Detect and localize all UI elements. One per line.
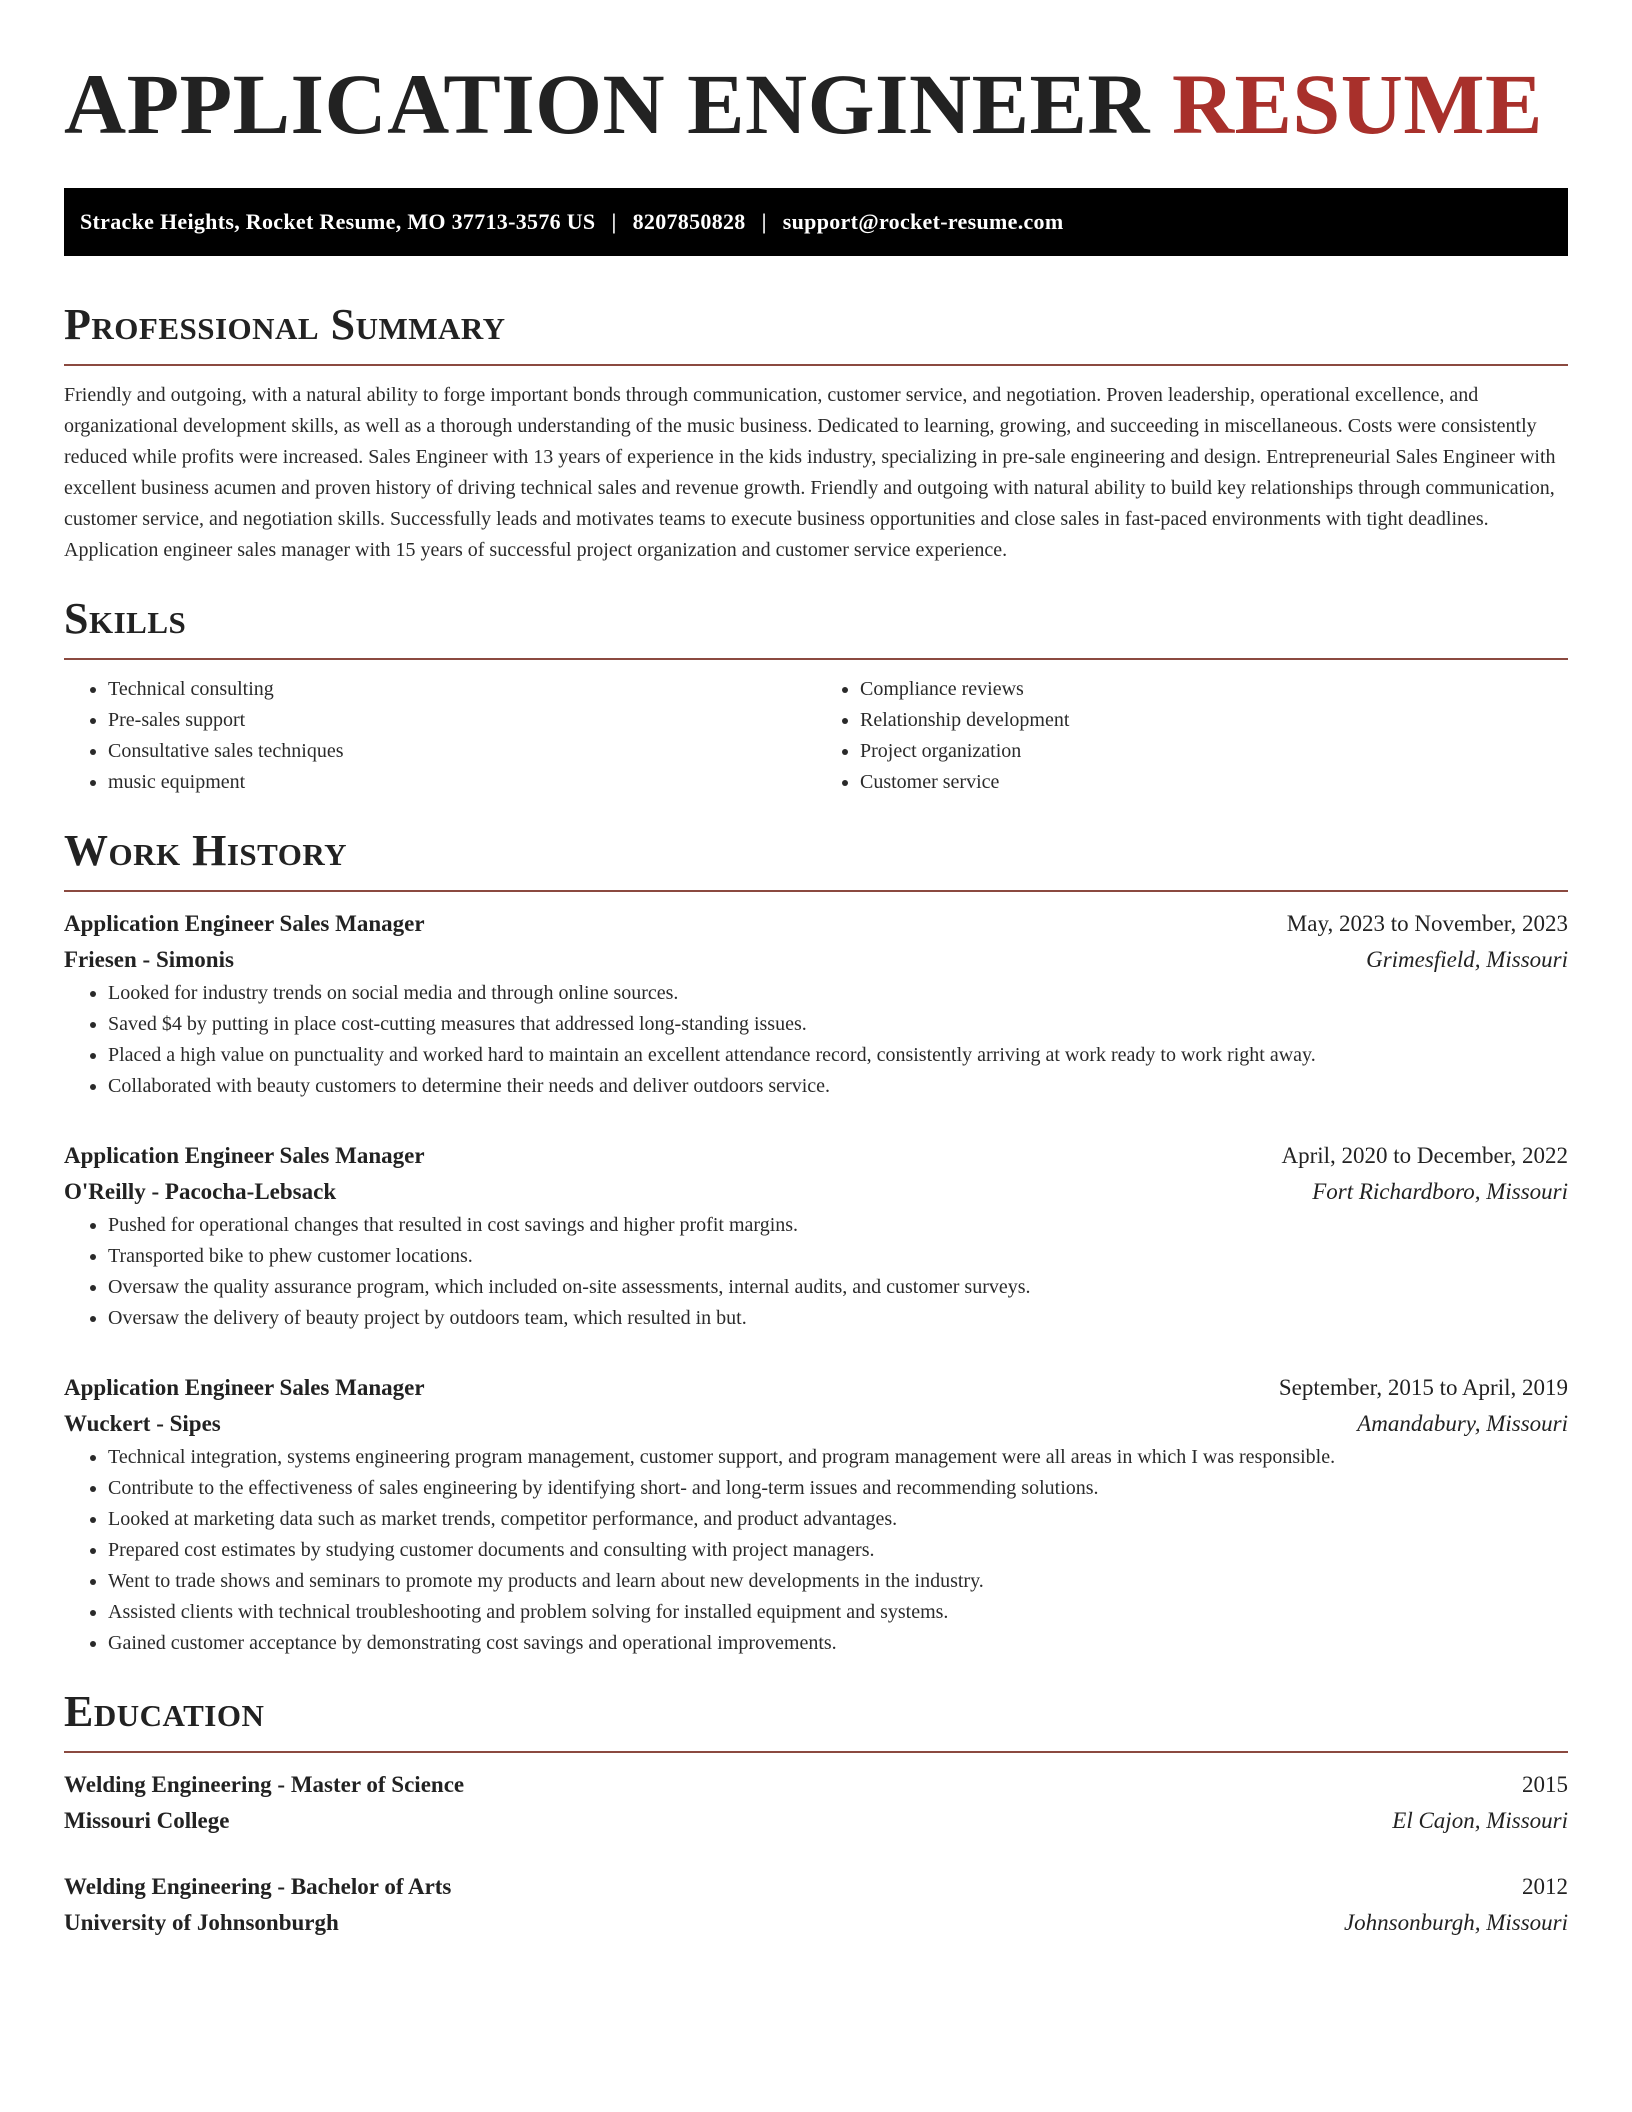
title-main: APPLICATION ENGINEER bbox=[64, 56, 1150, 152]
job-dates: May, 2023 to November, 2023 bbox=[1286, 911, 1568, 936]
job-title: Application Engineer Sales Manager bbox=[64, 1375, 425, 1400]
job-entry bbox=[64, 1138, 1568, 1334]
skill-item: • music equipment bbox=[108, 767, 816, 798]
skills-list bbox=[64, 674, 1568, 798]
contact-separator: | bbox=[611, 209, 617, 234]
job-bullet: • Went to trade shows and seminars to promote my products and learn about new developments in the industry. bbox=[108, 1566, 1568, 1597]
title-accent: RESUME bbox=[1171, 56, 1543, 152]
skill-item: • Customer service bbox=[860, 767, 1568, 798]
job-title: Application Engineer Sales Manager bbox=[64, 911, 425, 936]
job-location: Fort Richardboro, Missouri bbox=[1312, 1179, 1568, 1204]
job-dates: April, 2020 to December, 2022 bbox=[1281, 1143, 1568, 1168]
section-heading-work: Work History bbox=[64, 826, 348, 875]
education-section bbox=[64, 1687, 1568, 1941]
job-dates: September, 2015 to April, 2019 bbox=[1278, 1375, 1568, 1400]
education-location: El Cajon, Missouri bbox=[1392, 1808, 1568, 1833]
job-bullet: • Collaborated with beauty customers to determine their needs and deliver outdoors service. bbox=[108, 1071, 1568, 1102]
education-location: Johnsonburgh, Missouri bbox=[1343, 1910, 1568, 1935]
job-bullets bbox=[64, 978, 1568, 1102]
education-degree: Welding Engineering - Master of Science bbox=[64, 1772, 465, 1797]
job-entry bbox=[64, 906, 1568, 1102]
section-divider bbox=[64, 1751, 1568, 1753]
education-year: 2012 bbox=[1522, 1874, 1568, 1899]
contact-phone: 8207850828 bbox=[632, 209, 746, 234]
job-bullet: • Transported bike to phew customer locations. bbox=[108, 1241, 1568, 1272]
skill-item: • Relationship development bbox=[860, 705, 1568, 736]
section-heading-education: Education bbox=[64, 1687, 265, 1736]
skill-item: • Project organization bbox=[860, 736, 1568, 767]
job-bullet: • Oversaw the quality assurance program, which included on-site assessments, internal audits, and customer surveys. bbox=[108, 1272, 1568, 1303]
section-divider bbox=[64, 364, 1568, 366]
skill-item: • Compliance reviews bbox=[860, 674, 1568, 705]
summary-section bbox=[64, 300, 1568, 566]
section-heading-summary: Professional Summary bbox=[64, 300, 506, 349]
job-bullet: • Looked at marketing data such as market trends, competitor performance, and product advantages. bbox=[108, 1504, 1568, 1535]
skill-item: • Technical consulting bbox=[108, 674, 816, 705]
job-company: Friesen - Simonis bbox=[64, 947, 234, 972]
section-divider bbox=[64, 658, 1568, 660]
contact-address: Stracke Heights, Rocket Resume, MO 37713-3576 US bbox=[80, 209, 596, 234]
job-location: Amandabury, Missouri bbox=[1357, 1411, 1568, 1436]
skills-column-right bbox=[816, 674, 1568, 798]
job-company: Wuckert - Sipes bbox=[64, 1411, 221, 1436]
job-bullet: • Looked for industry trends on social media and through online sources. bbox=[108, 978, 1568, 1009]
section-divider bbox=[64, 890, 1568, 892]
education-school: Missouri College bbox=[64, 1808, 230, 1833]
job-bullet: • Gained customer acceptance by demonstrating cost savings and operational improvements. bbox=[108, 1628, 1568, 1659]
job-bullets bbox=[64, 1442, 1568, 1659]
skill-item: • Pre-sales support bbox=[108, 705, 816, 736]
contact-email: support@rocket-resume.com bbox=[782, 209, 1064, 234]
job-bullets bbox=[64, 1210, 1568, 1334]
summary-text: Friendly and outgoing, with a natural ability to forge important bonds through communication, customer service, and negotiation. Proven leadership, operational excellence, and organizational development skills, as well as a thorough understanding of the music business. Dedicated to learning, growing, and succeeding in miscellaneous. Costs were consistently reduced while profits were increased. Sales Engineer with 13 years of experience in the kids industry, specializing in pre-sale engineering and design. Entrepreneurial Sales Engineer with excellent business acumen and proven history of driving technical sales and revenue growth. Friendly and outgoing with natural ability to build key relationships through communication, customer service, and negotiation skills. Successfully leads and motivates teams to execute business opportunities and close sales in fast-paced environments with tight deadlines. Application engineer sales manager with 15 years of successful project organization and customer service experience. bbox=[64, 384, 1556, 561]
job-location: Grimesfield, Missouri bbox=[1366, 947, 1568, 972]
job-title: Application Engineer Sales Manager bbox=[64, 1143, 425, 1168]
education-year: 2015 bbox=[1522, 1772, 1568, 1797]
education-entry bbox=[64, 1869, 1568, 1941]
contact-separator: | bbox=[761, 209, 767, 234]
job-bullet: • Assisted clients with technical troubleshooting and problem solving for installed equipment and systems. bbox=[108, 1597, 1568, 1628]
education-school: University of Johnsonburgh bbox=[64, 1910, 339, 1935]
education-entry bbox=[64, 1767, 1568, 1839]
job-bullet: • Technical integration, systems engineering program management, customer support, and program management were all areas in which I was responsible. bbox=[108, 1442, 1568, 1473]
resume-title bbox=[64, 0, 1568, 150]
job-entry bbox=[64, 1370, 1568, 1659]
contact-bar bbox=[64, 188, 1568, 256]
job-company: O'Reilly - Pacocha-Lebsack bbox=[64, 1179, 337, 1204]
job-bullet: • Contribute to the effectiveness of sales engineering by identifying short- and long-term issues and recommending solutions. bbox=[108, 1473, 1568, 1504]
work-section bbox=[64, 826, 1568, 1659]
skills-column-left bbox=[64, 674, 816, 798]
job-bullet: • Prepared cost estimates by studying customer documents and consulting with project managers. bbox=[108, 1535, 1568, 1566]
job-bullet: • Oversaw the delivery of beauty project by outdoors team, which resulted in but. bbox=[108, 1303, 1568, 1334]
education-degree: Welding Engineering - Bachelor of Arts bbox=[64, 1874, 452, 1899]
job-bullet: • Placed a high value on punctuality and worked hard to maintain an excellent attendance record, consistently arriving at work ready to work right away. bbox=[108, 1040, 1568, 1071]
skills-section bbox=[64, 594, 1568, 798]
job-bullet: • Pushed for operational changes that resulted in cost savings and higher profit margins. bbox=[108, 1210, 1568, 1241]
job-bullet: • Saved $4 by putting in place cost-cutting measures that addressed long-standing issues. bbox=[108, 1009, 1568, 1040]
skill-item: • Consultative sales techniques bbox=[108, 736, 816, 767]
section-heading-skills: Skills bbox=[64, 594, 187, 643]
